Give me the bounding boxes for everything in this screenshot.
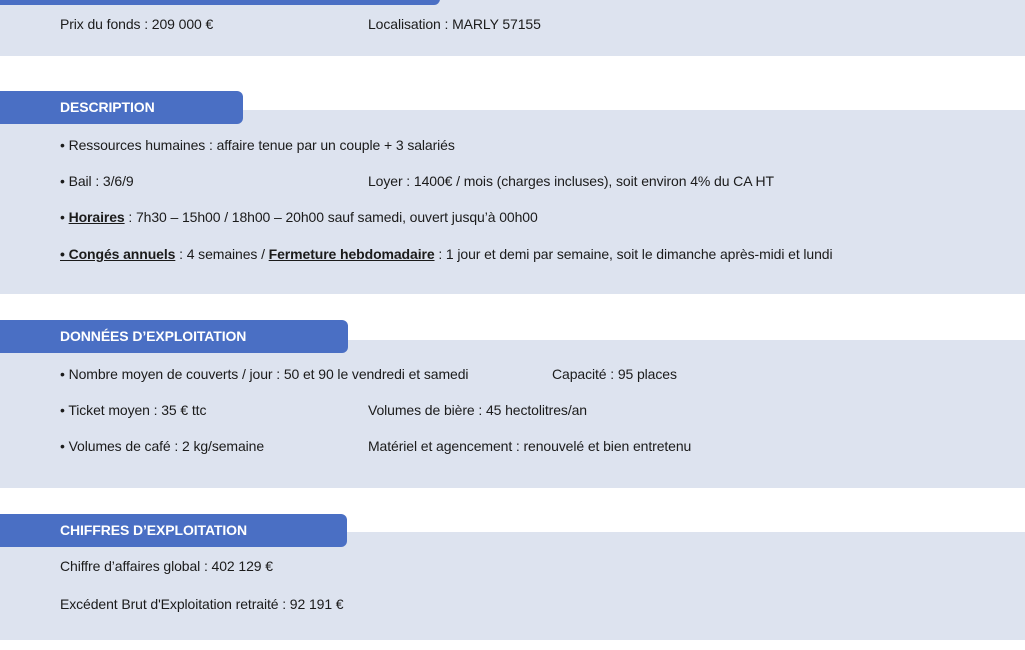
top-section-tab — [0, 0, 440, 5]
chiffres-band — [0, 532, 1025, 640]
conges-text: : 4 semaines / — [175, 246, 269, 262]
price-text: Prix du fonds : 209 000 € — [60, 16, 214, 32]
horaires-label: Horaires — [68, 209, 125, 225]
fermeture-text: : 1 jour et demi par semaine, soit le dimanche après-midi et lundi — [434, 246, 833, 262]
conges-label: • Congés annuels — [60, 246, 176, 262]
ticket-text: • Ticket moyen : 35 € ttc — [60, 402, 207, 418]
bail-text: • Bail : 3/6/9 — [60, 173, 134, 189]
chiffres-header: CHIFFRES D’EXPLOITATION — [0, 514, 347, 547]
horaires-text: : 7h30 – 15h00 / 18h00 – 20h00 sauf samedi, ouvert jusqu’à 00h00 — [124, 209, 538, 225]
capacite-text: Capacité : 95 places — [552, 366, 677, 382]
materiel-text: Matériel et agencement : renouvelé et bien entretenu — [368, 438, 692, 454]
horaires-line — [60, 208, 538, 226]
description-header: DESCRIPTION — [0, 91, 243, 124]
conges-line — [60, 245, 832, 263]
rh-text: • Ressources humaines : affaire tenue par un couple + 3 salariés — [60, 137, 455, 153]
couverts-text: • Nombre moyen de couverts / jour : 50 et 90 le vendredi et samedi — [60, 366, 469, 382]
location-text: Localisation : MARLY 57155 — [368, 16, 541, 32]
biere-text: Volumes de bière : 45 hectolitres/an — [368, 402, 587, 418]
cafe-text: • Volumes de café : 2 kg/semaine — [60, 438, 265, 454]
exploitation-header: DONNÉES D’EXPLOITATION — [0, 320, 348, 353]
fermeture-label: Fermeture hebdomadaire — [268, 246, 435, 262]
ca-text: Chiffre d’affaires global : 402 129 € — [60, 558, 273, 574]
horaires-bullet: • — [60, 209, 69, 225]
loyer-text: Loyer : 1400€ / mois (charges incluses), soit environ 4% du CA HT — [368, 173, 774, 189]
ebe-text: Excédent Brut d'Exploitation retraité : 92 191 € — [60, 596, 344, 612]
